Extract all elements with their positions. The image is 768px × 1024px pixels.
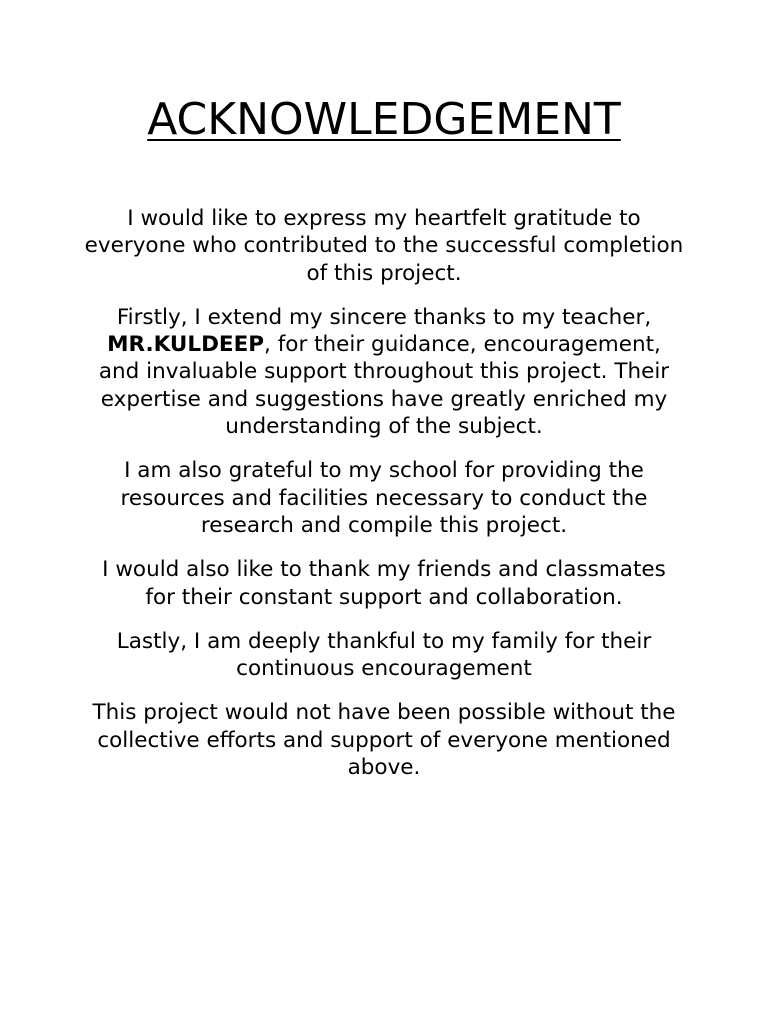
paragraph-teacher [84,304,684,440]
paragraph-family: Lastly, I am deeply thankful to my family for their continuous encouragement [116,628,652,682]
paragraph-teacher-rest: , for their guidance, encouragement, and invaluable support throughout this project. Their expertise and suggestions have greatly enriched my understanding of the subject. [98,332,670,440]
page-title: ACKNOWLEDGEMENT [147,94,621,145]
paragraph-school: I am also grateful to my school for providing the resources and facilities necessary to conduct the research and compile this project. [120,458,648,538]
teacher-name: MR.KULDEEP [107,332,265,358]
paragraph-friends: I would also like to thank my friends and classmates for their constant support and collaboration. [102,557,666,610]
document-body [84,205,684,798]
paragraph-teacher-lead: Firstly, I extend my sincere thanks to my teacher, [116,304,652,330]
paragraph-closing: This project would not have been possible without the collective efforts and support of everyone mentioned above. [92,700,676,781]
paragraph-intro: I would like to express my heartfelt gratitude to everyone who contributed to the successful completion of this project. [84,206,684,286]
